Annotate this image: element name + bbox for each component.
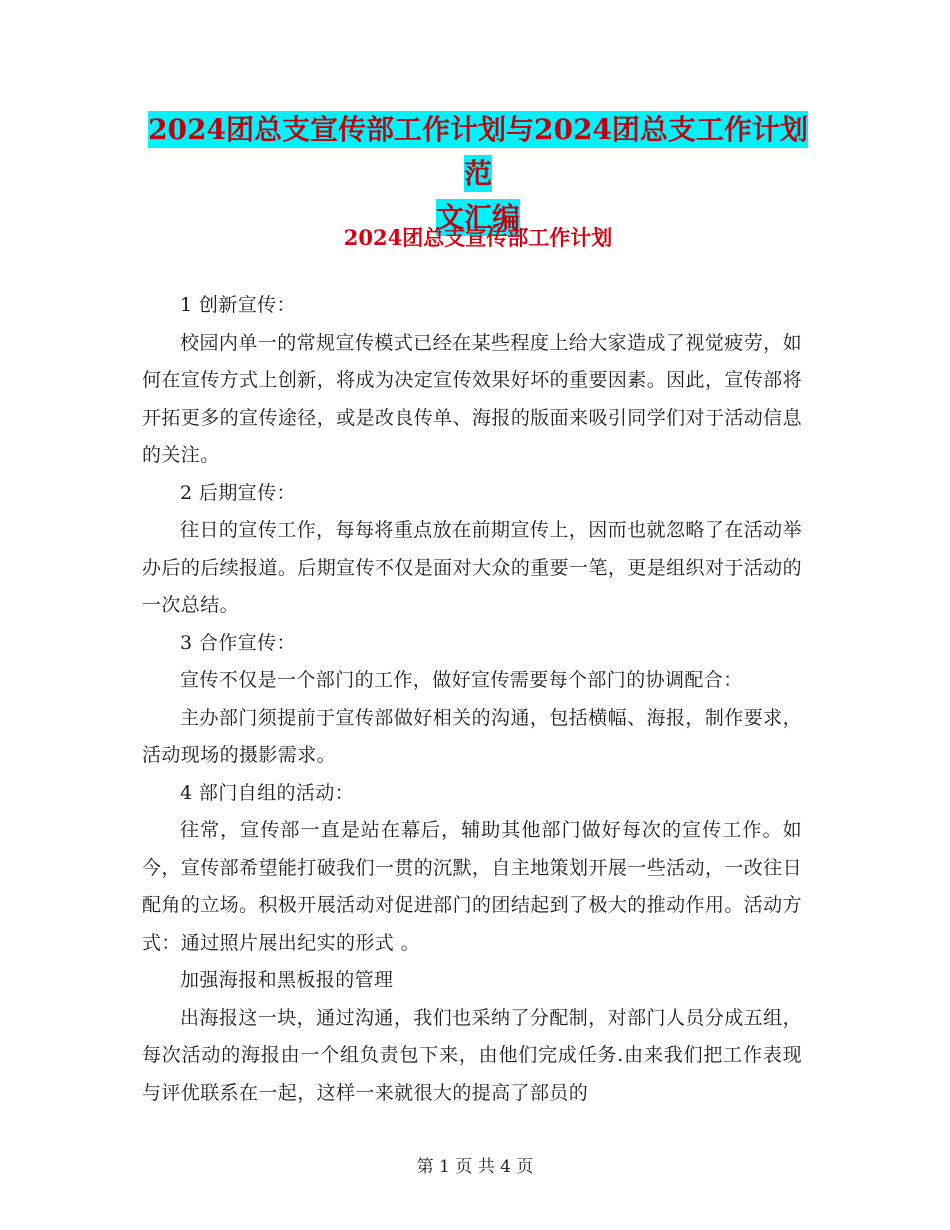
document-body: [142, 287, 802, 1112]
paragraph-host-department: 主办部门须提前于宣传部做好相关的沟通，包括横幅、海报，制作要求，活动现场的摄影需求。: [142, 706, 802, 766]
document-title: [142, 108, 814, 240]
heading-cooperative-publicity: 3 合作宣传：: [180, 631, 296, 654]
paragraph-cooperative-publicity: 宣传不仅是一个部门的工作，做好宣传需要每个部门的协调配合：: [180, 669, 743, 691]
page-footer: 第 1 页 共 4 页: [416, 1157, 534, 1177]
document-title-line-2: 文汇编: [435, 201, 520, 234]
document-title-line-1: 2024团总支宣传部工作计划与2024团总支工作计划范: [148, 113, 808, 190]
heading-department-activities: 4 部门自组的活动：: [180, 781, 355, 804]
paragraph-innovative-publicity: 校园内单一的常规宣传模式已经在某些程度上给大家造成了视觉疲劳，如何在宣传方式上创新，将成为决定宣传效果好坏的重要因素。因此，宣传部将开拓更多的宣传途径，或是改良传单、海报的版面来吸引同学们对于活动信息的关注。: [142, 331, 802, 466]
paragraph-later-publicity: 往日的宣传工作，每每将重点放在前期宣传上，因而也就忽略了在活动举办后的后续报道。后期宣传不仅是面对大众的重要一笔，更是组织对于活动的一次总结。: [142, 519, 802, 616]
paragraph-department-activities: 往常，宣传部一直是站在幕后，辅助其他部门做好每次的宣传工作。如今，宣传部希望能打破我们一贯的沉默，自主地策划开展一些活动，一改往日配角的立场。积极开展活动对促进部门的团结起到了极大的推动作用。活动方式：通过照片展出纪实的形式 。: [142, 819, 802, 954]
heading-later-publicity: 2 后期宣传：: [180, 481, 296, 504]
heading-innovative-publicity: 1 创新宣传：: [180, 294, 296, 316]
section-title: 2024团总支宣传部工作计划: [343, 225, 613, 250]
heading-poster-management: 加强海报和黑板报的管理: [180, 969, 394, 991]
paragraph-poster-management: 出海报这一块，通过沟通，我们也采纳了分配制，对部门人员分成五组，每次活动的海报由一个组负责包下来，由他们完成任务.由来我们把工作表现与评优联系在一起，这样一来就很大的提高了部员的: [142, 1006, 802, 1104]
